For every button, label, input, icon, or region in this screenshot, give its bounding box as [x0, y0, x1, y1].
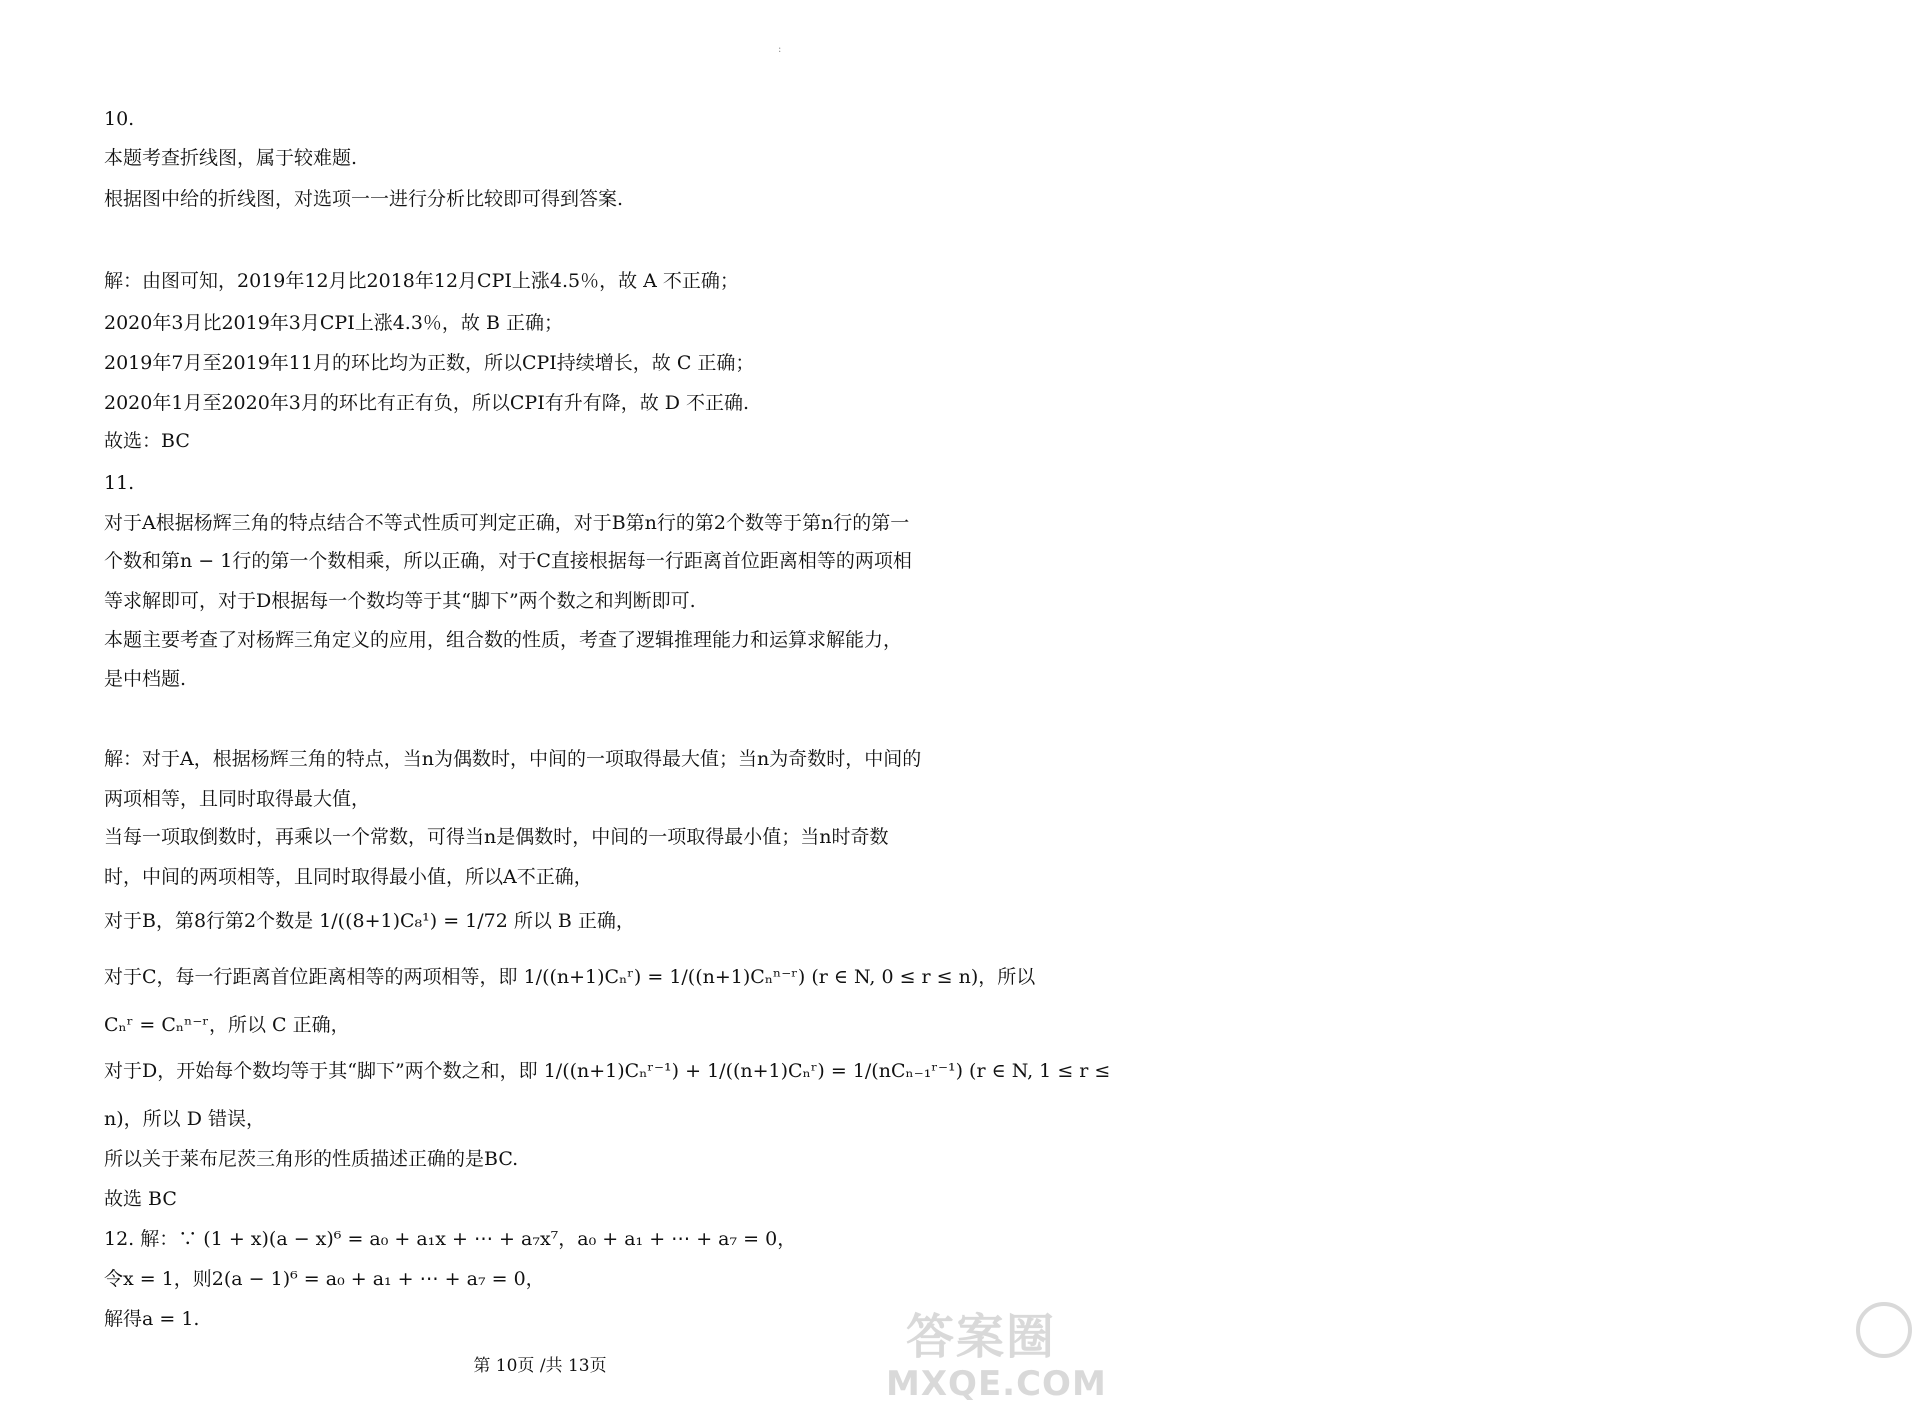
watermark-bottom-text: MXQE.COM [886, 1364, 1107, 1404]
q11-solution-line-7: Cₙʳ = Cₙⁿ⁻ʳ，所以 C 正确， [104, 1014, 350, 1036]
q11-solution-line-2: 两项相等，且同时取得最大值， [104, 788, 371, 810]
q10-solution-line-3: 2019年7月至2019年11月的环比均为正数，所以CPI持续增长，故 C 正确； [104, 352, 755, 374]
q11-solution-line-1: 解：对于A，根据杨辉三角的特点，当n为偶数时，中间的一项取得最大值；当n为奇数时，中间的 [104, 748, 922, 770]
q10-answer: 故选：BC [104, 430, 190, 452]
corner-mark: : [778, 44, 782, 55]
q11-answer: 故选 BC [104, 1188, 177, 1210]
q11-solution-line-8: 对于D，开始每个数均等于其“脚下”两个数之和，即 1/((n+1)Cₙʳ⁻¹) + 1/((n+1)Cₙʳ) = 1/(nCₙ₋₁ʳ⁻¹) (r ∈ N, 1 ≤ r ≤ [104, 1060, 1111, 1082]
question-11-number: 11. [104, 472, 135, 494]
q10-solution-line-2: 2020年3月比2019年3月CPI上涨4.3％，故 B 正确； [104, 312, 563, 334]
q11-analysis-line-3: 等求解即可，对于D根据每一个数均等于其“脚下”两个数之和判断即可. [104, 590, 696, 612]
q12-solution-line-1: 12. 解：∵ (1 + x)(a − x)⁶ = a₀ + a₁x + ⋯ + a₇x⁷，a₀ + a₁ + ⋯ + a₇ = 0， [104, 1228, 797, 1250]
q12-solution-line-2: 令x = 1，则2(a − 1)⁶ = a₀ + a₁ + ⋯ + a₇ = 0， [104, 1268, 545, 1290]
q11-solution-line-4: 时，中间的两项相等，且同时取得最小值，所以A不正确， [104, 866, 593, 888]
q11-solution-line-9: n)，所以 D 错误， [104, 1108, 265, 1130]
q10-solution-line-1: 解：由图可知，2019年12月比2018年12月CPI上涨4.5％，故 A 不正确； [104, 270, 739, 292]
watermark-top-text: 答案圈 [906, 1309, 1057, 1365]
q11-analysis-line-4: 本题主要考查了对杨辉三角定义的应用，组合数的性质，考查了逻辑推理能力和运算求解能力， [104, 629, 903, 651]
q11-analysis-line-1: 对于A根据杨辉三角的特点结合不等式性质可判定正确，对于B第n行的第2个数等于第n行的第一 [104, 512, 910, 534]
q11-solution-line-3: 当每一项取倒数时，再乘以一个常数，可得当n是偶数时，中间的一项取得最小值；当n时奇数 [104, 826, 889, 848]
q11-solution-line-10: 所以关于莱布尼茨三角形的性质描述正确的是BC. [104, 1148, 519, 1170]
q11-solution-line-6: 对于C，每一行距离首位距离相等的两项相等，即 1/((n+1)Cₙʳ) = 1/((n+1)Cₙⁿ⁻ʳ) (r ∈ N, 0 ≤ r ≤ n)，所以 [104, 966, 1036, 988]
q11-analysis-line-5: 是中档题. [104, 668, 187, 690]
page-number-footer: 第 10页 /共 13页 [473, 1356, 607, 1376]
question-10-number: 10. [104, 108, 135, 130]
q11-analysis-line-2: 个数和第n − 1行的第一个数相乘，所以正确，对于C直接根据每一行距离首位距离相等的两项相 [104, 550, 912, 572]
q10-analysis-line-2: 根据图中给的折线图，对选项一一进行分析比较即可得到答案. [104, 188, 624, 210]
q10-analysis-line-1: 本题考查折线图，属于较难题. [104, 147, 358, 169]
q11-solution-line-5: 对于B，第8行第2个数是 1/((8+1)C₈¹) = 1/72 所以 B 正确， [104, 910, 635, 932]
q10-solution-line-4: 2020年1月至2020年3月的环比有正有负，所以CPI有升有降，故 D 不正确. [104, 392, 750, 414]
watermark-logo [878, 1298, 1107, 1406]
watermark-seal [1856, 1302, 1912, 1358]
q12-solution-line-3: 解得a = 1. [104, 1308, 200, 1330]
